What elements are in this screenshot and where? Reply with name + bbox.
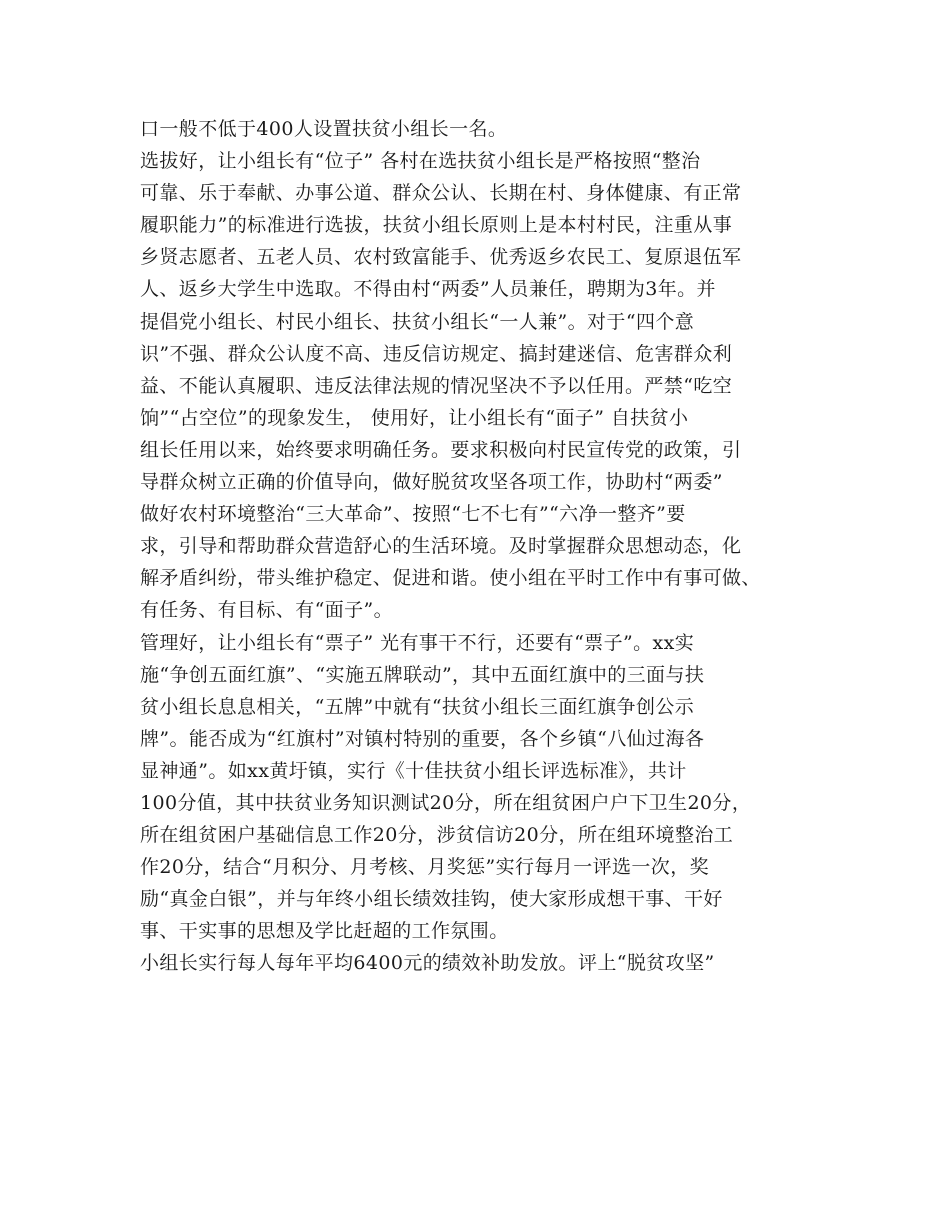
text-line: 有任务、有目标、有“面子”。 xyxy=(140,599,394,622)
text-line: 履职能力”的标准进行选拔，扶贫小组长原则上是本村村民，注重从事 xyxy=(140,214,733,237)
text-line: 组长任用以来，始终要求明确任务。要求积极向村民宣传党的政策，引 xyxy=(140,438,742,461)
text-line: 所在组贫困户基础信息工作20分，涉贫信访20分，所在组环境整治工 xyxy=(140,824,734,847)
text-line: 导群众树立正确的价值导向，做好脱贫攻坚各项工作，协助村“两委” xyxy=(140,471,723,494)
text-line: 人、返乡大学生中选取。不得由村“两委”人员兼任，聘期为3年。并 xyxy=(140,278,716,301)
text-line: 贫小组长息息相关，“五牌”中就有“扶贫小组长三面红旗争创公示 xyxy=(140,695,695,718)
text-line: 显神通”。如xx黄圩镇，实行《十佳扶贫小组长评选标准》，共计 xyxy=(140,759,687,782)
text-line: 牌”。能否成为“红旗村”对镇村特别的重要，各个乡镇“八仙过海各 xyxy=(140,727,705,750)
text-line: 做好农村环境整治“三大革命”、按照“七不七有”“六净一整齐”要 xyxy=(140,503,686,526)
text-line: 小组长实行每人每年平均6400元的绩效补助发放。评上“脱贫攻坚” xyxy=(140,952,715,975)
text-line: 管理好，让小组长有“票子” 光有事干不行，还要有“票子”。xx实 xyxy=(140,631,695,654)
text-line: 施“争创五面红旗”、“实施五牌联动”，其中五面红旗中的三面与扶 xyxy=(140,663,705,686)
text-line: 励“真金白银”，并与年终小组长绩效挂钩，使大家形成想干事、干好 xyxy=(140,888,723,911)
text-line: 可靠、乐于奉献、办事公道、群众公认、长期在村、身体健康、有正常 xyxy=(140,182,742,205)
text-line: 口一般不低于400人设置扶贫小组长一名。 xyxy=(140,118,508,140)
text-line: 作20分，结合“月积分、月考核、月奖惩”实行每月一评选一次，奖 xyxy=(140,856,710,879)
document-body xyxy=(140,113,830,980)
text-line: 求，引导和帮助群众营造舒心的生活环境。及时掌握群众思想动态，化 xyxy=(140,535,742,558)
text-line: 益、不能认真履职、违反法律法规的情况坚决不予以任用。严禁“吃空 xyxy=(140,374,733,397)
text-line: 事、干实事的思想及学比赶超的工作氛围。 xyxy=(140,920,509,943)
text-line: 100分值，其中扶贫业务知识测试20分，所在组贫困户户下卫生20分， xyxy=(140,791,752,814)
text-line: 选拔好，让小组长有“位子” 各村在选扶贫小组长是严格按照“整治 xyxy=(140,150,701,173)
text-line: 识”不强、群众公认度不高、违反信访规定、搞封建迷信、危害群众利 xyxy=(140,342,733,365)
text-line: 饷”“占空位”的现象发生， 使用好，让小组长有“面子” 自扶贫小 xyxy=(140,406,689,429)
text-line: 解矛盾纠纷，带头维护稳定、促进和谐。使小组在平时工作中有事可做、 xyxy=(140,567,761,590)
text-line: 提倡党小组长、村民小组长、扶贫小组长“一人兼”。对于“四个意 xyxy=(140,310,695,333)
text-line: 乡贤志愿者、五老人员、农村致富能手、优秀返乡农民工、复原退伍军 xyxy=(140,246,742,269)
